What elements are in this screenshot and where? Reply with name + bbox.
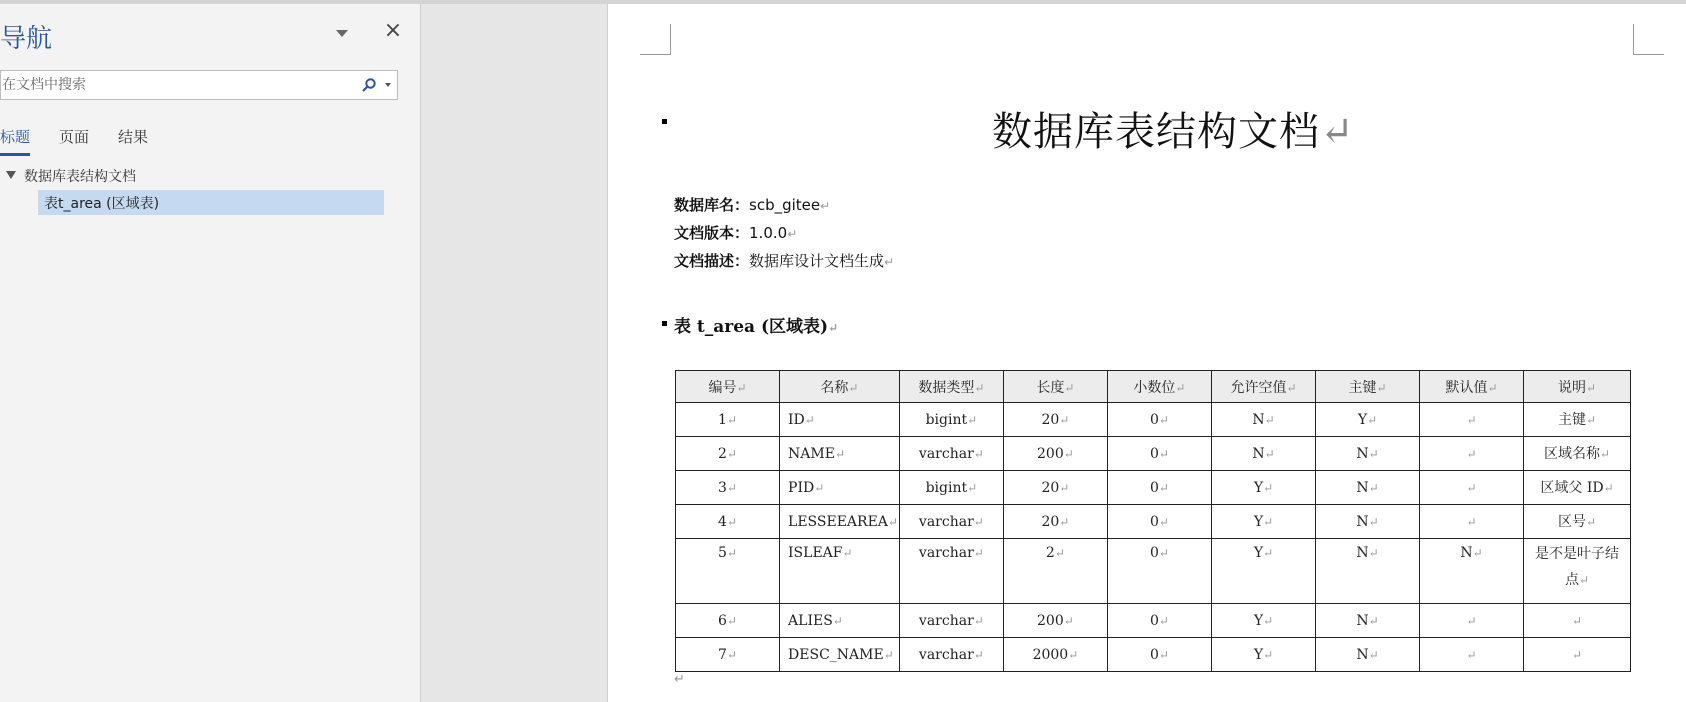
cell-text: 0 [1149,479,1159,496]
paragraph-mark-icon: ↵ [1376,380,1387,395]
cell-text: 主键 [1348,379,1377,396]
cell-type[interactable] [899,505,1003,539]
cell-decimals[interactable] [1107,471,1211,505]
cell-text: NAME [788,445,835,462]
cell-text: 20 [1041,479,1060,496]
cell-description[interactable] [1524,539,1631,604]
paragraph-mark-icon: ↵ [973,613,984,628]
cell-description[interactable] [1524,471,1631,505]
column-header [1211,371,1315,403]
paragraph-mark-icon: ↵ [1068,647,1079,662]
tree-item-root-heading[interactable]: 数据库表结构文档 [24,169,136,185]
cell-length[interactable] [1003,539,1107,604]
cell-nullable[interactable] [1211,471,1315,505]
paragraph-mark-icon: ↵ [726,613,737,628]
paragraph-mark-icon: ↵ [884,255,895,269]
section-heading[interactable] [674,312,838,337]
nav-tabs [0,120,400,160]
paragraph-mark-icon: ↵ [1603,480,1614,495]
paragraph-mark-icon: ↵ [1368,647,1379,662]
paragraph-mark-icon: ↵ [726,412,737,427]
cell-text: 0 [1149,445,1159,462]
cell-text: Y [1253,612,1264,629]
tab-headings[interactable]: 标题 [0,126,30,156]
cell-description[interactable] [1524,437,1631,471]
cell-no[interactable] [676,505,780,539]
paragraph-mark-icon: ↵ [887,514,898,529]
cell-text: 200 [1037,445,1064,462]
column-header [676,371,780,403]
paragraph-mark-icon: ↵ [1175,380,1186,395]
cell-text: 区域名称 [1544,445,1600,462]
section-bullet [662,321,667,326]
cell-text: bigint [925,479,968,496]
meta-document-version[interactable] [674,222,797,243]
cell-no[interactable] [676,471,780,505]
cell-text: 200 [1037,612,1064,629]
paragraph-mark-icon: ↵ [1320,109,1355,155]
paragraph-mark-icon: ↵ [973,446,984,461]
column-header [1524,371,1631,403]
paragraph-mark-icon: ↵ [726,446,737,461]
paragraph-mark-icon: ↵ [834,446,846,461]
cell-type[interactable] [899,471,1003,505]
paragraph-mark-icon: ↵ [1158,412,1169,427]
cell-text: 长度 [1036,379,1065,396]
paragraph-mark-icon: ↵ [1263,613,1274,628]
cell-text: 默认值 [1445,379,1488,396]
cell-no[interactable] [676,604,780,638]
paragraph-mark-icon: ↵ [1158,480,1169,495]
cell-text: 5 [718,545,727,561]
cell-text: 0 [1149,646,1159,663]
cell-no[interactable] [676,539,780,604]
cell-text: PID [788,479,815,496]
paragraph-mark-icon: ↵ [1264,446,1275,461]
paragraph-mark-icon: ↵ [973,647,984,662]
cell-nullable[interactable] [1211,638,1315,672]
cell-text: N [1356,479,1369,496]
cell-default[interactable] [1420,604,1524,638]
cell-text: Y [1253,545,1264,561]
cell-default[interactable] [1420,505,1524,539]
structure-table[interactable] [675,370,1631,672]
cell-text: 0 [1149,513,1159,530]
close-icon[interactable]: × [383,18,403,43]
cell-primary-key[interactable] [1316,437,1420,471]
search-input[interactable] [1,71,352,99]
cell-text: varchar [918,646,974,663]
cell-text: ID [788,411,805,428]
cell-type[interactable] [899,539,1003,604]
cell-decimals[interactable] [1107,539,1211,604]
paragraph-mark-icon: ↵ [1263,546,1274,560]
cell-nullable[interactable] [1211,437,1315,471]
table-row [676,437,1631,471]
paragraph-mark-icon: ↵ [1059,480,1070,495]
paragraph-mark-icon: ↵ [1059,412,1070,427]
paragraph-mark-icon: ↵ [1600,446,1611,461]
meta-label: 文档描述： [674,252,750,270]
paragraph-mark-icon: ↵ [1368,514,1379,529]
paragraph-mark-icon: ↵ [736,380,747,395]
paragraph-mark-icon: ↵ [1263,514,1274,529]
cell-name[interactable] [780,604,900,638]
cell-length[interactable] [1003,403,1107,437]
paragraph-mark-icon: ↵ [814,480,825,495]
heading-bullet [662,119,667,124]
paragraph-mark-icon: ↵ [1466,412,1477,427]
cell-text: 20 [1041,411,1060,428]
cell-description[interactable] [1524,505,1631,539]
cell-text: 3 [718,479,727,496]
paragraph-mark-icon: ↵ [1466,446,1477,461]
cell-text: 0 [1149,411,1159,428]
section-heading-text: 表 t_area (区域表) [674,317,829,337]
paragraph-mark-icon: ↵ [967,480,978,495]
cell-nullable[interactable] [1211,403,1315,437]
table-row [676,505,1631,539]
paragraph-mark-icon: ↵ [1572,647,1583,662]
cell-decimals[interactable] [1107,437,1211,471]
column-header [780,371,900,403]
cell-text: Y [1253,513,1264,530]
paragraph-mark-icon: ↵ [1264,412,1275,427]
cell-text: 2000 [1032,646,1069,663]
paragraph-mark-icon: ↵ [1063,446,1074,461]
cell-description[interactable] [1524,638,1631,672]
cell-text: 7 [718,646,727,663]
cell-text: varchar [918,545,974,561]
paragraph-mark-icon: ↵ [726,647,737,662]
column-header [899,371,1003,403]
cell-text: Y [1253,479,1264,496]
cell-length[interactable] [1003,505,1107,539]
meta-value: 1.0.0 [749,224,788,242]
cell-text: Y [1357,411,1368,428]
paragraph-mark-icon: ↵ [832,613,843,628]
paragraph-mark-icon: ↵ [1368,480,1379,495]
cell-default[interactable] [1420,471,1524,505]
cell-text: 0 [1149,545,1159,561]
cell-text: 0 [1149,612,1159,629]
search-box [0,70,398,100]
tab-results[interactable]: 结果 [118,128,149,146]
cell-text: N [1460,545,1473,561]
cell-type[interactable] [899,638,1003,672]
paragraph-mark-icon: ↵ [1586,412,1597,427]
column-header [1107,371,1211,403]
cell-text: 区号 [1558,513,1586,530]
cell-name[interactable] [780,471,900,505]
cell-length[interactable] [1003,638,1107,672]
cell-text: Y [1253,646,1264,663]
cell-length[interactable] [1003,437,1107,471]
paragraph-mark-icon: ↵ [674,672,685,687]
cell-text: varchar [918,612,974,629]
paragraph-mark-icon: ↵ [1586,380,1597,395]
column-header [1420,371,1524,403]
paragraph-mark-icon: ↵ [1579,573,1590,587]
navigation-pane [0,4,421,702]
paragraph-mark-icon: ↵ [1466,480,1477,495]
paragraph-mark-icon: ↵ [1368,546,1379,560]
cell-default[interactable] [1420,403,1524,437]
paragraph-mark-icon: ↵ [1466,647,1477,662]
paragraph-mark-icon: ↵ [1586,514,1597,529]
paragraph-mark-icon: ↵ [1572,613,1583,628]
meta-value: scb_gitee [749,196,821,214]
cell-text: varchar [918,445,974,462]
paragraph-mark-icon: ↵ [1158,514,1169,529]
cell-text: 20 [1041,513,1060,530]
paragraph-mark-icon: ↵ [967,412,978,427]
paragraph-mark-icon: ↵ [726,546,737,560]
nav-title: 导航 [0,24,53,54]
cell-text: N [1356,513,1369,530]
cell-text: 4 [718,513,727,530]
cell-primary-key[interactable] [1316,604,1420,638]
column-header [1316,371,1420,403]
cell-name[interactable] [780,539,900,604]
paragraph-mark-icon: ↵ [804,412,815,427]
tab-pages[interactable]: 页面 [59,128,90,146]
paragraph-mark-icon: ↵ [1466,613,1477,628]
cell-text: DESC_NAME [788,646,884,663]
paragraph-mark-icon: ↵ [973,514,984,529]
paragraph-mark-icon: ↵ [1263,480,1274,495]
cell-text: LESSEEAREA [788,513,888,530]
document-title-text: 数据库表结构文档 [992,109,1320,155]
paragraph-mark-icon: ↵ [726,514,737,529]
cell-primary-key[interactable] [1316,638,1420,672]
paragraph-mark-icon: ↵ [1466,514,1477,529]
cell-description[interactable] [1524,604,1631,638]
paragraph-mark-icon: ↵ [828,321,839,335]
cell-text: 编号 [708,379,737,396]
table-row [676,604,1631,638]
paragraph-mark-icon: ↵ [1368,613,1379,628]
cell-text: 是不是叶子结点 [1535,546,1620,588]
cell-primary-key[interactable] [1316,539,1420,604]
cell-nullable[interactable] [1211,505,1315,539]
crop-mark-top-left [640,24,671,55]
nav-options-chevron-down-icon[interactable] [333,25,349,41]
cell-text: N [1356,545,1369,561]
cell-decimals[interactable] [1107,604,1211,638]
document-title[interactable] [992,100,1355,157]
cell-text: 小数位 [1133,379,1176,396]
meta-label: 数据库名： [674,196,750,214]
cell-primary-key[interactable] [1316,505,1420,539]
cell-name[interactable] [780,403,900,437]
cell-text: 区域父 ID [1540,479,1604,496]
paragraph-mark-icon: ↵ [726,480,737,495]
paragraph-mark-icon: ↵ [1487,380,1498,395]
paragraph-mark-icon: ↵ [1158,546,1169,560]
paragraph-mark-icon: ↵ [1158,647,1169,662]
paragraph-mark-icon: ↵ [1263,647,1274,662]
paragraph-mark-icon: ↵ [1063,613,1074,628]
paragraph-mark-icon: ↵ [1286,380,1297,395]
cell-text: varchar [918,513,974,530]
table-header-row [676,371,1631,403]
cell-text: ISLEAF [788,545,843,561]
cell-text: N [1356,612,1369,629]
search-icon[interactable] [361,77,377,93]
paragraph-mark-icon: ↵ [883,647,894,662]
cell-name[interactable] [780,437,900,471]
cell-primary-key[interactable] [1316,471,1420,505]
cell-text: N [1356,445,1369,462]
document-page [607,4,1686,702]
meta-label: 文档版本： [674,224,750,242]
crop-mark-top-right [1633,24,1664,55]
cell-description[interactable] [1524,403,1631,437]
cell-name[interactable] [780,505,900,539]
cell-decimals[interactable] [1107,638,1211,672]
paragraph-mark-icon: ↵ [973,546,984,560]
table-row [676,638,1631,672]
cell-text: 说明 [1558,379,1586,396]
cell-length[interactable] [1003,471,1107,505]
paragraph-mark-icon: ↵ [974,380,985,395]
cell-text: 允许空值 [1230,379,1287,396]
cell-length[interactable] [1003,604,1107,638]
cell-default[interactable] [1420,638,1524,672]
paragraph-mark-icon: ↵ [1158,613,1169,628]
tree-item-t-area[interactable]: 表t_area (区域表) [38,190,384,215]
cell-text: N [1356,646,1369,663]
cell-default[interactable] [1420,437,1524,471]
cell-type[interactable] [899,437,1003,471]
paragraph-mark-icon: ↵ [1368,446,1379,461]
cell-text: 2 [718,445,727,462]
cell-text: N [1252,411,1265,428]
cell-nullable[interactable] [1211,539,1315,604]
tree-collapse-triangle-icon[interactable] [6,171,16,179]
table-row [676,471,1631,505]
paragraph-mark-icon: ↵ [1367,412,1378,427]
cell-text: N [1252,445,1265,462]
cell-nullable[interactable] [1211,604,1315,638]
cell-text: 6 [718,612,727,629]
paragraph-mark-icon: ↵ [1054,546,1065,560]
search-options-chevron-down-icon[interactable] [385,83,391,87]
column-header [1003,371,1107,403]
cell-text: 1 [718,411,727,428]
paragraph-mark-icon: ↵ [787,227,798,241]
cell-text: 2 [1045,545,1055,561]
paragraph-mark-icon: ↵ [820,199,831,213]
cell-type[interactable] [899,403,1003,437]
paragraph-mark-icon: ↵ [1472,546,1483,560]
cell-type[interactable] [899,604,1003,638]
cell-decimals[interactable] [1107,505,1211,539]
paragraph-mark-icon: ↵ [842,546,853,560]
cell-primary-key[interactable] [1316,403,1420,437]
meta-value: 数据库设计文档生成 [749,252,885,270]
meta-database-name[interactable] [674,194,830,215]
table-row [676,539,1631,604]
cell-no[interactable] [676,638,780,672]
cell-text: 名称 [820,379,849,396]
table-row [676,403,1631,437]
cell-no[interactable] [676,437,780,471]
cell-name[interactable] [780,638,900,672]
meta-document-description[interactable] [674,250,894,271]
cell-text: 主键 [1558,411,1586,428]
cell-text: ALIES [788,612,833,629]
paragraph-mark-icon: ↵ [848,380,859,395]
paragraph-mark-icon: ↵ [1158,446,1169,461]
cell-default[interactable] [1420,539,1524,604]
cell-text: 数据类型 [918,379,975,396]
cell-text: bigint [925,411,968,428]
cell-decimals[interactable] [1107,403,1211,437]
paragraph-mark-icon: ↵ [1064,380,1075,395]
cell-no[interactable] [676,403,780,437]
paragraph-mark-icon: ↵ [1059,514,1070,529]
